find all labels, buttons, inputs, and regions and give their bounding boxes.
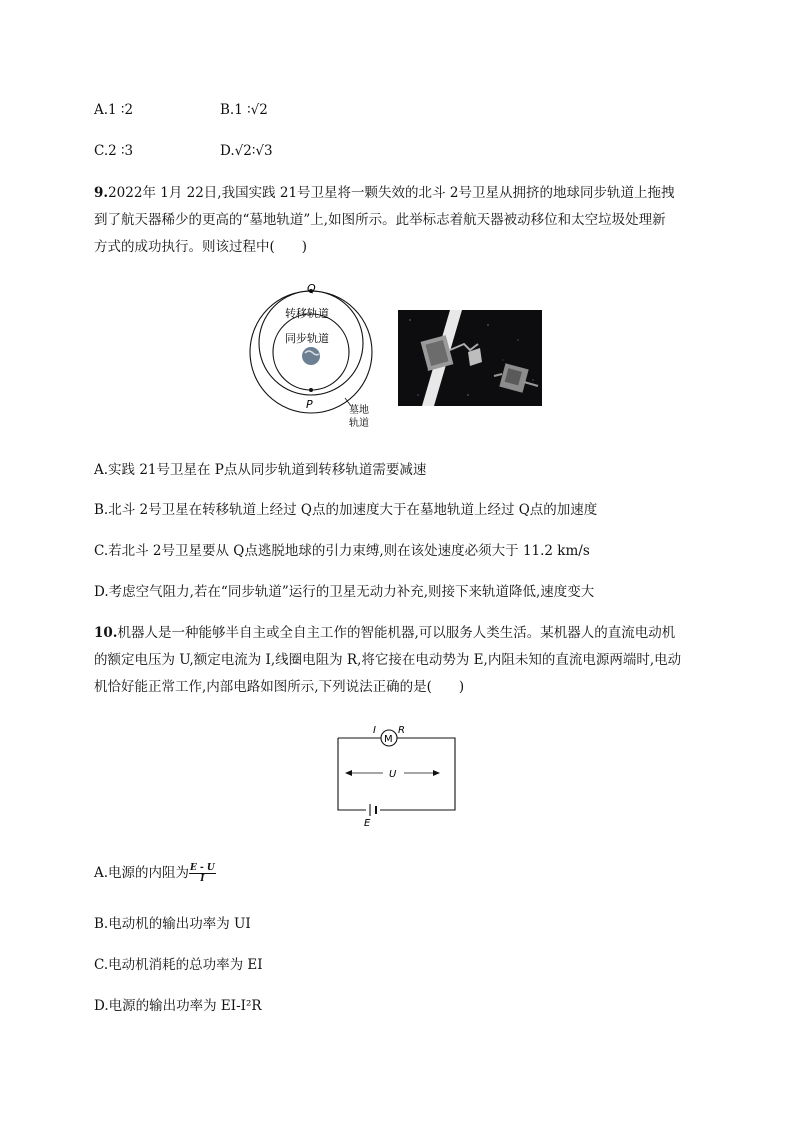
satellite-photo (398, 310, 542, 406)
q8-option-a: A.1 ∶2 (94, 102, 134, 118)
q9-option-b: B.北斗 2号卫星在转移轨道上经过 Q点的加速度大于在墓地轨道上经过 Q点的加速度 (94, 502, 598, 518)
label-u: U (389, 769, 397, 780)
q10-option-a: A.电源的内阻为 $\frac{E - U}{I}$ (94, 863, 215, 884)
q9-option-a: A.实践 21号卫星在 P点从同步轨道到转移轨道需要减速 (94, 462, 427, 478)
q9-option-c: C.若北斗 2号卫星要从 Q点逃脱地球的引力束缚,则在该处速度必须大于 11.2 km/s (94, 543, 590, 559)
q9-option-d: D.考虑空气阻力,若在“同步轨道”运行的卫星无动力补充,则接下来轨道降低,速度变大 (94, 584, 595, 600)
fraction: $\frac{E - U}{I}$ (190, 863, 215, 884)
label-m: M (384, 734, 393, 745)
q8-option-b: B.1 ∶√2 (220, 102, 268, 118)
label-q: Q (307, 282, 316, 295)
q9-stem-line3: 方式的成功执行。则该过程中( ) (94, 239, 308, 255)
label-i: I (373, 725, 376, 736)
q10-option-b: B.电动机的输出功率为 UI (94, 916, 251, 932)
q10-stem-line3: 机恰好能正常工作,内部电路如图所示,下列说法正确的是( ) (94, 679, 465, 695)
earth-icon (302, 347, 320, 365)
q10-stem-line1: 10.机器人是一种能够半自主或全自主工作的智能机器,可以服务人类生活。某机器人的直流电动机 (94, 625, 676, 641)
label-sync-orbit: 同步轨道 (285, 332, 329, 345)
q9-orbit-diagram (245, 280, 385, 435)
q8-option-d: D.√2∶√3 (220, 143, 273, 159)
q10-option-d: D.电源的输出功率为 EI-I²R (94, 998, 262, 1014)
q9-stem-line1: 9.2022年 1月 22日,我国实践 21号卫星将一颗失效的北斗 2号卫星从拥挤的地球同步轨道上拖拽 (94, 185, 675, 201)
q8-option-c: C.2 ∶3 (94, 143, 134, 159)
q10-stem-line2: 的额定电压为 U,额定电流为 I,线圈电阻为 R,将它接在电动势为 E,内阻未知的直流电源两端时,电动 (94, 652, 682, 668)
q10-option-c: C.电动机消耗的总功率为 EI (94, 957, 263, 973)
label-grave-orbit-2: 轨道 (349, 418, 369, 429)
label-e: E (364, 818, 371, 829)
label-p: P (306, 398, 313, 411)
label-r: R (398, 725, 405, 736)
label-grave-orbit-1: 墓地 (349, 405, 369, 416)
q10-circuit-diagram (330, 718, 465, 830)
q9-stem-line2: 到了航天器稀少的更高的“墓地轨道”上,如图所示。此举标志着航天器被动移位和太空垃圾处理新 (94, 212, 666, 228)
label-transfer-orbit: 转移轨道 (285, 307, 329, 320)
